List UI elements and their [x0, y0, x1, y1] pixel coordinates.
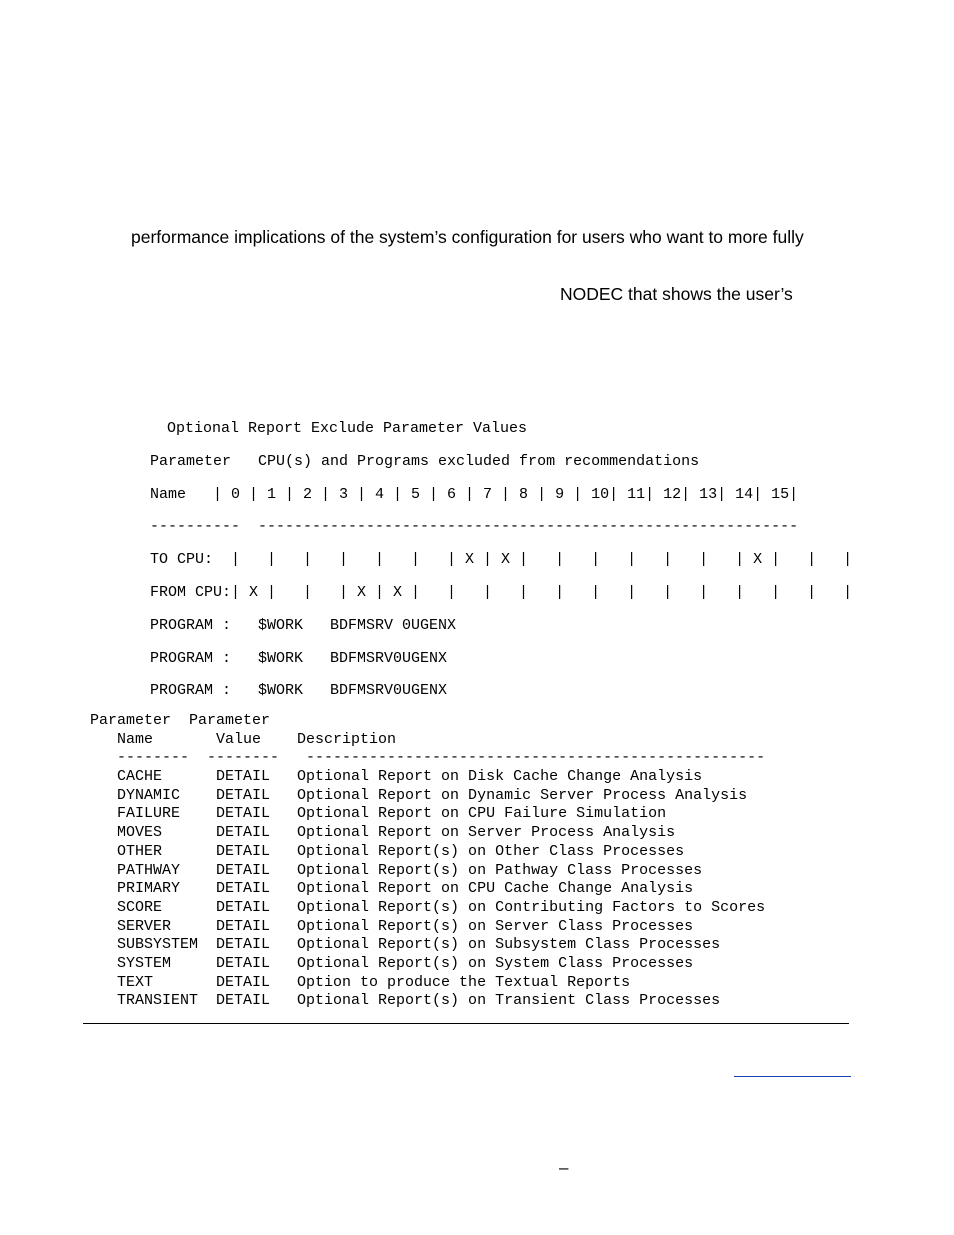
- hyperlink-underline[interactable]: [734, 1076, 851, 1077]
- table-row: MOVES DETAIL Optional Report on Server Process Analysis: [90, 824, 676, 842]
- table-row: SERVER DETAIL Optional Report(s) on Server Class Processes: [90, 917, 694, 935]
- table-row: TRANSIENT DETAIL Optional Report(s) on Transient Class Processes: [90, 992, 721, 1010]
- exclude-block-separator: ---------- ------------------------------------------------------------: [150, 518, 799, 535]
- table-row: PRIMARY DETAIL Optional Report on CPU Cache Change Analysis: [90, 880, 694, 898]
- table-row: FAILURE DETAIL Optional Report on CPU Failure Simulation: [90, 805, 667, 823]
- table-row: PATHWAY DETAIL Optional Report(s) on Pathway Class Processes: [90, 861, 703, 879]
- from-cpu-row: FROM CPU:| X | | | X | X | | | | | | | | | | | | |: [150, 584, 853, 601]
- horizontal-rule: [83, 1023, 849, 1024]
- table-header-line-2: Name Value Description: [90, 730, 397, 748]
- table-row: SYSTEM DETAIL Optional Report(s) on System Class Processes: [90, 954, 694, 972]
- to-cpu-row: TO CPU: | | | | | | | X | X | | | | | | | X | | |: [150, 551, 853, 568]
- table-row: DYNAMIC DETAIL Optional Report on Dynamic Server Process Analysis: [90, 786, 748, 804]
- program-row: PROGRAM : $WORK BDFMSRV0UGENX: [150, 682, 448, 699]
- exclude-block-title: Optional Report Exclude Parameter Values: [167, 420, 528, 437]
- cpu-name-row: Name | 0 | 1 | 2 | 3 | 4 | 5 | 6 | 7 | 8 | 9 | 10| 11| 12| 13| 14| 15|: [150, 486, 799, 503]
- program-row: PROGRAM : $WORK BDFMSRV0UGENX: [150, 650, 448, 667]
- table-row: CACHE DETAIL Optional Report on Disk Cache Change Analysis: [90, 768, 703, 786]
- table-header-line-1: Parameter Parameter: [90, 712, 271, 729]
- page-footer-dash: –: [559, 1158, 569, 1177]
- table-separator: -------- -------- ---------------------------------------------------: [90, 749, 766, 767]
- table-row: SUBSYSTEM DETAIL Optional Report(s) on Subsystem Class Processes: [90, 936, 721, 954]
- table-row: TEXT DETAIL Option to produce the Textual Reports: [90, 973, 631, 991]
- body-text-line-1: performance implications of the system’s configuration for users who want to more fully: [131, 227, 804, 247]
- program-row: PROGRAM : $WORK BDFMSRV 0UGENX: [150, 617, 457, 634]
- table-row: SCORE DETAIL Optional Report(s) on Contributing Factors to Scores: [90, 898, 766, 916]
- body-text-line-2: NODEC that shows the user’s: [560, 284, 793, 304]
- exclude-block-header: Parameter CPU(s) and Programs excluded from recommendations: [150, 453, 700, 470]
- table-row: OTHER DETAIL Optional Report(s) on Other Class Processes: [90, 842, 685, 860]
- parameter-table: [90, 712, 765, 1011]
